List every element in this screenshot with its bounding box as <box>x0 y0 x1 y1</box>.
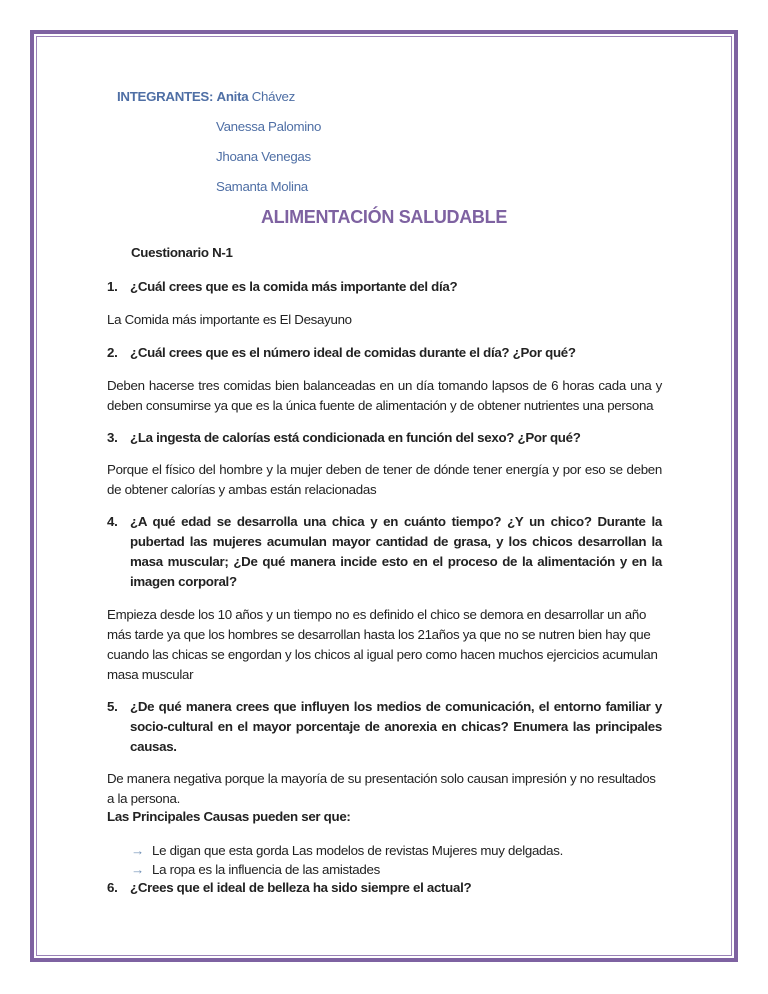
question-text: ¿De qué manera crees que influyen los medios de comunicación, el entorno familiar y socio-cultural en el mayor porcentaje de anorexia en chicas? Enumera las principales causas. <box>130 699 662 754</box>
arrow-right-icon: → <box>131 843 144 858</box>
question-text: ¿La ingesta de calorías está condicionada en función del sexo? ¿Por qué? <box>130 430 581 445</box>
members-line <box>117 87 672 107</box>
cause-item <box>131 860 380 879</box>
question-number: 4. <box>107 514 118 529</box>
question-text: ¿Crees que el ideal de belleza ha sido siempre el actual? <box>130 880 472 895</box>
member-name: Jhoana Venegas <box>216 149 311 164</box>
question-text: ¿Cuál crees que es la comida más importante del día? <box>130 279 458 294</box>
causes-heading: Las Principales Causas pueden ser que: <box>107 809 351 824</box>
member-name: Vanessa Palomino <box>216 119 322 134</box>
question-number: 2. <box>107 345 118 360</box>
question-6 <box>107 878 662 898</box>
question-number: 3. <box>107 430 118 445</box>
answer-5: De manera negativa porque la mayoría de su presentación solo causan impresión y no resultados a la persona. <box>107 771 656 806</box>
cause-text: Le digan que esta gorda Las modelos de revistas Mujeres muy delgadas. <box>152 843 563 858</box>
question-text: ¿Cuál crees que es el número ideal de comidas durante el día? ¿Por qué? <box>130 345 576 360</box>
question-5 <box>107 697 662 757</box>
question-2 <box>107 343 662 363</box>
cause-item <box>131 841 563 860</box>
cause-text: La ropa es la influencia de las amistades <box>152 862 380 877</box>
answer-3: Porque el físico del hombre y la mujer deben de tener de dónde tener energía y por eso se deben de obtener calorías y ambas están relacionadas <box>107 462 662 497</box>
question-1 <box>107 277 662 297</box>
answer-1: La Comida más importante es El Desayuno <box>107 312 352 327</box>
answer-2: Deben hacerse tres comidas bien balanceadas en un día tomando lapsos de 6 horas cada una y deben consumirse ya que es la única fuente de alimentación y de obtener nutrientes una persona <box>107 378 662 413</box>
document-title: ALIMENTACIÓN SALUDABLE <box>260 207 508 227</box>
question-number: 1. <box>107 279 118 294</box>
question-4 <box>107 512 662 592</box>
member-name: Samanta Molina <box>216 179 308 194</box>
members-label: INTEGRANTES: <box>117 89 214 104</box>
arrow-right-icon: → <box>131 862 144 877</box>
question-3 <box>107 428 662 448</box>
question-text: ¿A qué edad se desarrolla una chica y en cuánto tiempo? ¿Y un chico? Durante la pubertad las mujeres acumulan mayor cantidad de grasa, y los chicos desarrollan la masa muscular; ¿De qué manera incide esto en el proceso de la alimentación y en la imagen corporal? <box>130 514 662 589</box>
question-number: 5. <box>107 699 118 714</box>
member-first-name: Anita <box>216 89 249 104</box>
answer-4: Empieza desde los 10 años y un tiempo no es definido el chico se demora en desarrollar un año más tarde ya que los hombres se desarrollan hasta los 21años ya que no se nutren bien hay que cuando las chicas se engordan y los chicos al igual pero como hacen muchos ejercicios acumulan masa muscular <box>107 607 658 682</box>
question-number: 6. <box>107 880 118 895</box>
member-last-name: Chávez <box>251 89 295 104</box>
questionnaire-subtitle: Cuestionario N-1 <box>131 245 233 260</box>
